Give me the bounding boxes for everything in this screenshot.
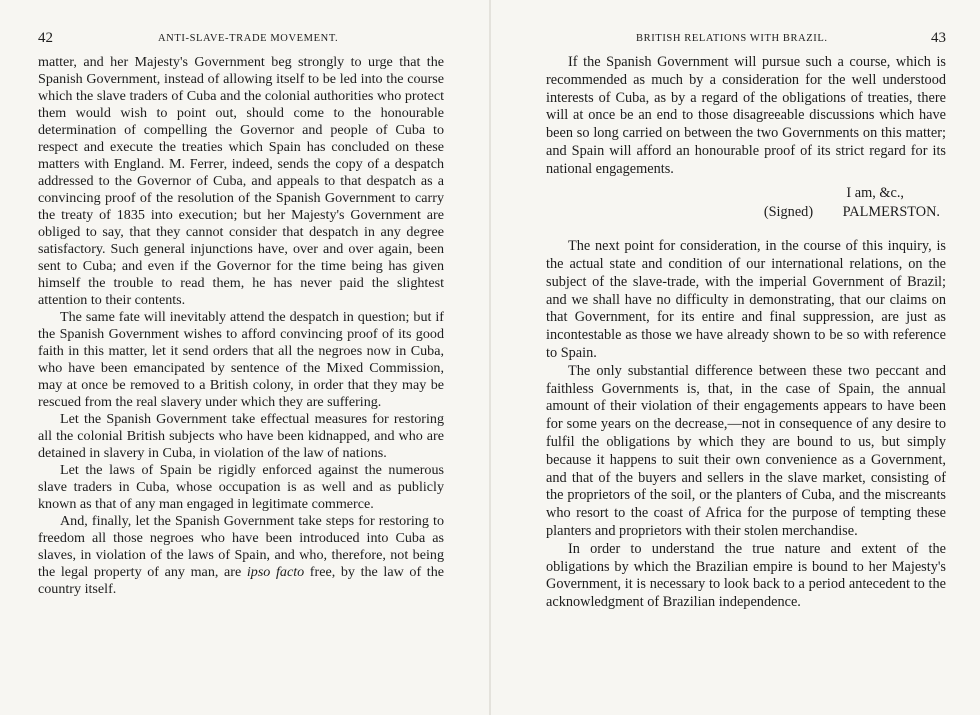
signature-line — [546, 204, 946, 222]
page-number: 42 — [38, 30, 53, 46]
paragraph: In order to understand the true nature and extent of the obligations by which the Brazilian empire is bound to her Majesty's Government, it is necessary to look back to a period antecedent to the acknowledgment of Brazilian independence. — [546, 540, 946, 611]
right-page-text — [546, 54, 946, 612]
left-page-text — [38, 54, 444, 598]
letter-closing-paragraph: If the Spanish Government will pursue such a course, which is recommended as much by a consideration for the well understood interests of Cuba, as by a regard of the obligations of treaties, there will at once be an end to those disagreeable discussions which have been so long carried on between the two Governments on this matter; and Spain will afford an honourable proof of its strict regard for its national engagements. — [546, 54, 946, 177]
right-page-header — [546, 30, 946, 50]
latin-phrase: ipso facto — [246, 564, 305, 580]
running-head: ANTI-SLAVE-TRADE MOVEMENT. — [158, 33, 339, 44]
paragraph: And, finally, let the Spanish Government take steps for restoring to freedom all those negroes who have been introduced into Cuba as slaves, in violation of the laws of Spain, and who, therefore, not being the legal property of any man, are ipso facto free, by the law of the country itself. — [38, 513, 444, 597]
paragraph: The next point for consideration, in the course of this inquiry, is the actual state and condition of our international relations, on the subject of the slave-trade, with the imperial Government of Brazil; and we shall have no difficulty in demonstrating, that our claims on that Government, for its entire and final suppression, are just as incontestable as those we have already shown to be so with reference to Spain. — [546, 238, 946, 361]
section-gap — [546, 222, 946, 238]
paragraph: matter, and her Majesty's Government beg strongly to urge that the Spanish Government, instead of allowing itself to be led into the course which the slave traders of Cuba and the colonial authorities who protect them would wish to point out, should come to the honourable determination of compelling the Governor and people of Cuba to respect and execute the treaties which Spain has concluded on these matters with England. M. Ferrer, indeed, sends the copy of a despatch addressed to the Governor of Cuba, and appeals to that despatch as a convincing proof of the resolution of the Spanish Government to carry the treaty of 1835 into execution; but her Majesty's Government are obliged to say, that they cannot consider that despatch in any degree satisfactory. Such general injunctions have, over and over again, been sent to Cuba; and even if the Governor for the time being has given himself the trouble to read them, he has never paid the slightest attention to their contents. — [38, 54, 444, 308]
letter-closing: I am, &c., — [846, 184, 904, 201]
paragraph: Let the Spanish Government take effectual measures for restoring all the colonial British subjects who have been kidnapped, and who are detained in slavery in Cuba, in violation of the law of nations. — [38, 411, 444, 461]
left-page-header — [38, 30, 444, 50]
paragraph: The only substantial difference between these two peccant and faithless Governments is, that, in the case of Spain, the annual amount of their violation of their engagements appears to have been for some years on the decrease,—not in consequence of any desire to fulfil the obligations by which they are bound to us, but simply because it happens to suit their own convenience as a Government, and that of the buyers and sellers in the slave market, consisting of the proprietors of the soil, or the planters of Cuba, and the miscreants who resort to the coast of Africa for the purpose of tempting these planters and proprietors with their stolen merchandise. — [546, 362, 946, 539]
paragraph: Let the laws of Spain be rigidly enforced against the numerous slave traders in Cuba, whose occupation is as well and as publicly known as that of any man engaged in legitimate commerce. — [38, 462, 444, 512]
signed-label: (Signed) — [763, 204, 814, 221]
paragraph: The same fate will inevitably attend the despatch in question; but if the Spanish Government wishes to afford convincing proof of its good faith in this matter, let it send orders that all the negroes now in Cuba, who have been emancipated by sentence of the Mixed Commission, may at once be removed to a British colony, in order that they may be rescued from the real slavery under which they are suffering. — [38, 309, 444, 410]
running-head: BRITISH RELATIONS WITH BRAZIL. — [636, 33, 828, 44]
page-number: 43 — [931, 30, 946, 46]
signature-name: PALMERSTON. — [842, 204, 940, 221]
right-page — [490, 0, 980, 715]
